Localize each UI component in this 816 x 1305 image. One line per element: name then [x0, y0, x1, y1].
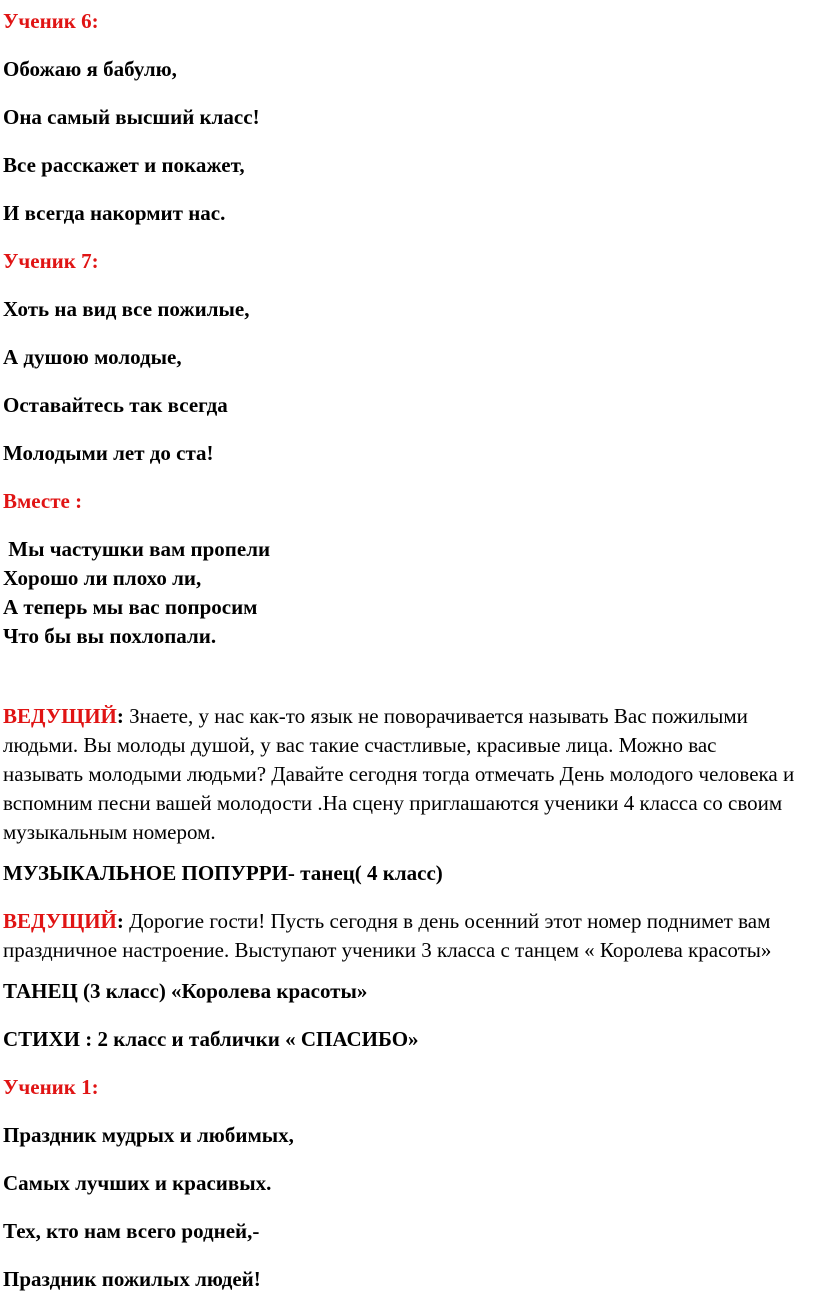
program-item-poems: СТИХИ : 2 класс и таблички « СПАСИБО»: [3, 1027, 419, 1051]
blank-line: [3, 670, 796, 702]
program-item-musical: МУЗЫКАЛЬНОЕ ПОПУРРИ- танец( 4 класс): [3, 861, 443, 885]
stanza-together: [3, 535, 796, 651]
host-paragraph-1: [3, 702, 800, 847]
host-paragraph-2: [3, 907, 795, 965]
speaker-heading-student1: Ученик 1:: [3, 1075, 99, 1099]
verse-line: Молодыми лет до ста!: [3, 441, 214, 465]
host-speech: Дорогие гости! Пусть сегодня в день осенний этот номер поднимет вам праздничное настроение. Выступают ученики 3 класса с танцем « Королева красоты»: [3, 909, 776, 962]
speaker-heading-student6: Ученик 6:: [3, 9, 99, 33]
stanza-line: Мы частушки вам пропели: [3, 537, 271, 561]
verse-line: Праздник мудрых и любимых,: [3, 1123, 294, 1147]
host-colon: :: [116, 704, 124, 728]
host-colon: :: [116, 909, 124, 933]
verse-line: Праздник пожилых людей!: [3, 1267, 261, 1291]
stanza-line: Хорошо ли плохо ли,: [3, 566, 202, 590]
program-item-dance: ТАНЕЦ (3 класс) «Королева красоты»: [3, 979, 368, 1003]
verse-line: Она самый высший класс!: [3, 105, 260, 129]
verse-line: Тех, кто нам всего родней,-: [3, 1219, 260, 1243]
host-label: ВЕДУЩИЙ: [3, 909, 117, 933]
stanza-line: А теперь мы вас попросим: [3, 595, 258, 619]
verse-line: Оставайтесь так всегда: [3, 393, 228, 417]
host-speech: Знаете, у нас как-то язык не поворачивается называть Вас пожилыми людьми. Вы молоды душой, у вас такие счастливые, красивые лица. Можно вас называть молодыми людьми? Давайте сегодня тогда отмечать День молодого человека и вспомним песни вашей молодости .На сцену приглашаются ученики 4 класса со своим музыкальным номером.: [3, 704, 800, 844]
verse-line: Все расскажет и покажет,: [3, 153, 245, 177]
verse-line: И всегда накормит нас.: [3, 201, 226, 225]
host-label: ВЕДУЩИЙ: [3, 704, 117, 728]
verse-line: Самых лучших и красивых.: [3, 1171, 272, 1195]
speaker-heading-together: Вместе :: [3, 489, 83, 513]
verse-line: А душою молодые,: [3, 345, 182, 369]
stanza-line: Что бы вы похлопали.: [3, 624, 217, 648]
speaker-heading-student7: Ученик 7:: [3, 249, 99, 273]
verse-line: Обожаю я бабулю,: [3, 57, 177, 81]
verse-line: Хоть на вид все пожилые,: [3, 297, 250, 321]
